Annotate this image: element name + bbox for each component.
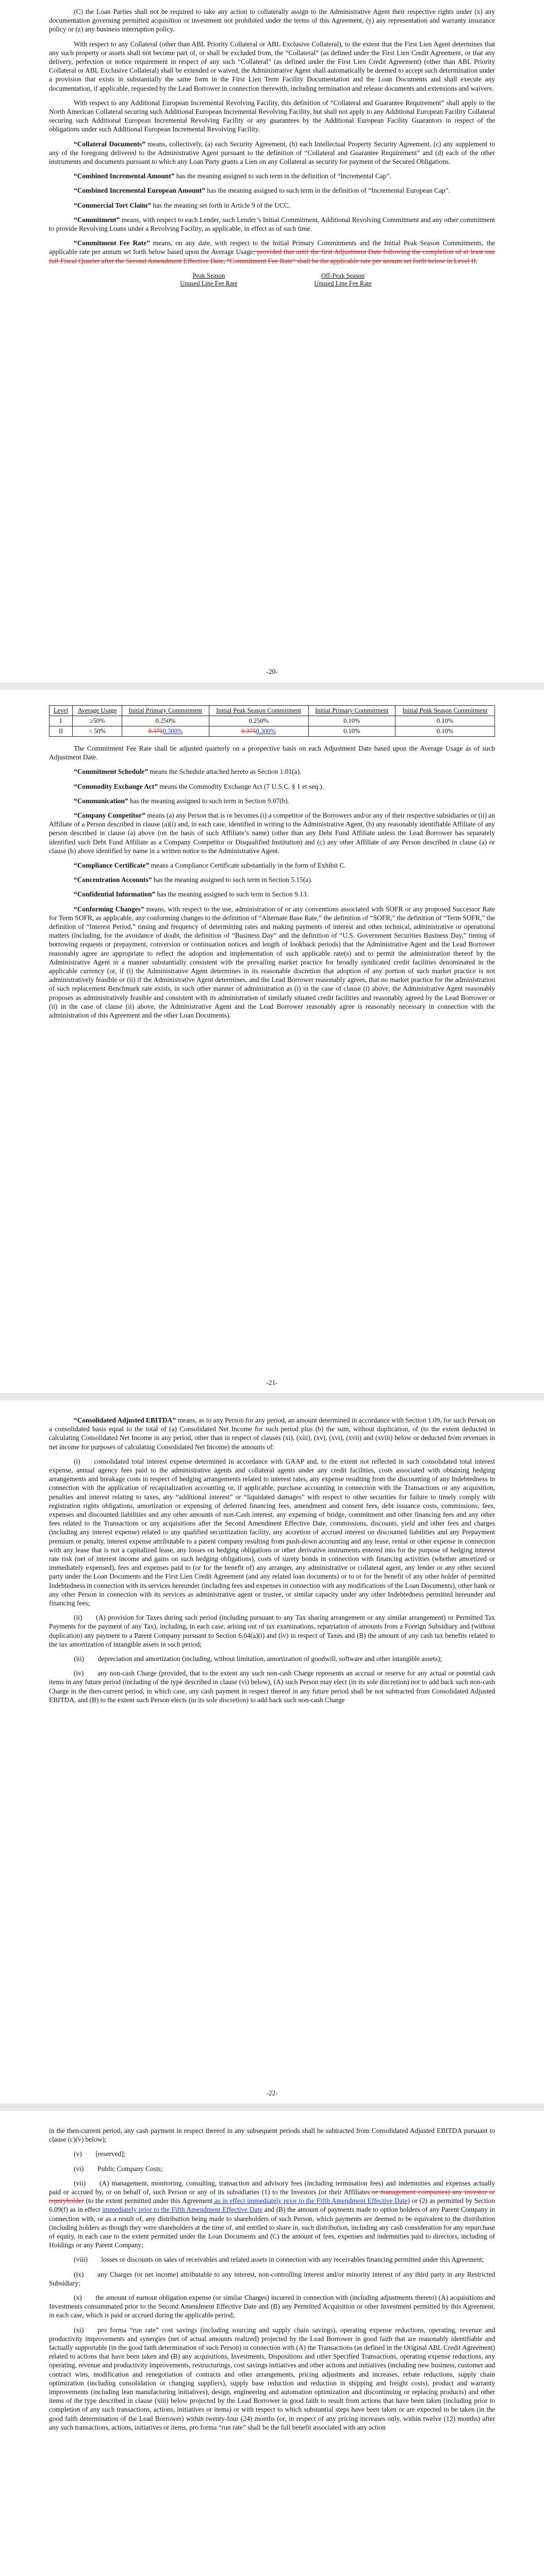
- defined-term: “Concentration Accounts”: [74, 876, 152, 884]
- paragraph: With respect to any Additional European Incremental Revolving Facility, this definition of “Collateral and Guarantee Requirement” shall apply to the North American Collateral securing such Additional European Incremental Revolving Facility, but shall not apply to any Additional European Facility Collateral securing such Additional European Incremental Revolving Facility or any guarantees by the Additional European Facility Guarantors in respect of the obligations under such Additional European Incremental Revolving Facility.: [49, 98, 495, 133]
- definition-commercial-tort-claim: [49, 201, 495, 210]
- defined-term: “Commercial Tort Claim”: [74, 201, 152, 209]
- list-item: (iv) any non-cash Charge (provided, that to the extent any such non-cash Charge represents an accrual or reserve for any actual or potential cash items in any future period (including of the type described in clause (vi) below), (A) such Person may elect (in its sole discretion) not to add back such non-cash Charge in the then-current period, in which case, any cash payment in respect thereof in any future period shall be not subtracted from Consolidated Adjusted EBITDA, and (B) to the extent such Person elects (in its sole discretion) to add back such non-cash Charge: [49, 1669, 495, 1704]
- page-gap: [0, 2104, 544, 2111]
- definition-text: means, with respect to the use, administration of or any conventions associated with SOFR or any proposed Successor Rate for Term SOFR, as applicable, any conforming changes to the definition of “Alternate Base Rate,” the definition of “SOFR,” the definition of “Term SOFR,” the definition of “Interest Period,” timing and frequency of determining rates and making payments of interest and other technical, administrative or operational matters (including, for the avoidance of doubt, the definition of “Business Day” and the definition of “U.S. Government Securities Business Day,” timing of borrowing requests or prepayment, conversion or continuation notices and length of lookback periods) that the Administrative Agent and the Lead Borrower reasonably agree are appropriate to reflect the adoption and implementation of such applicable rate(s) and to permit the administration thereof by the Administrative Agent in a manner substantially consistent with the prevailing market practice for broadly syndicated credit facilities denominated in the applicable currency (or, if (i) the Administrative Agent determines in its reasonable discretion that adoption of any portion of such market practice is not administratively feasible or (ii) if the Administrative Agent determines, and the Lead Borrower reasonably agrees, that no market practice for the administration of such replacement Benchmark rate exists, in such other manner of administration as (i) in the case of clause (i) above, the Administrative Agent reasonably proposes as administratively feasible and consistent with its administration of similarly situated credit facilities and reasonably agreed by the Lead Borrower or (ii) in the case of clause (ii) above, the Administrative Agent and the Lead Borrower reasonably agree is reasonably necessary in connection with the administration of this Agreement and the other Loan Documents).: [49, 905, 495, 1020]
- definition-text: means the Schedule attached hereto as Section 1.01(a).: [147, 768, 302, 776]
- table-cell: 0.10%: [308, 716, 395, 726]
- definition-text: :: [475, 257, 478, 265]
- page-gap: [0, 683, 544, 690]
- list-item-vii: (vii) (A) management, monitoring, consulting, transaction and advisory fees (including termination fees) and indemnities and expenses actually paid or accrued by, or on behalf of, such Person or any of its subsidiaries (1) to the Investors (or their Affiliates or management companies) any investor or equityholder (to the extent permitted under this Agreement as in effect immediately prior to the Fifth Amendment Effective Date) or (2) as permitted by Section 6.09(f) as in effect immediately prior to the Fifth Amendment Effective Date and (B) the amount of payments made to option holders of any Parent Company in connection with, or as a result of, any distribution being made to shareholders of such Person, which payments are deemed to be equivalent to the distribution (including holders as though they were shareholders at the time of, and entitled to share in, such distribution, including any cash consideration for any repurchase of equity, in each case to the extent permitted under the Loan Documents and (C) the amount of fees, expenses and indemnities paid to directors, including of Holdings or any Parent Company;: [49, 2179, 495, 2249]
- column-header: Average Usage: [72, 706, 122, 716]
- paragraph: (C) the Loan Parties shall not be required to take any action to collaterally assign to the Administrative Agent their respective rights under (x) any documentation governing permitted acquisition or investment not prohibited under the terms of this Agreement, (y) any representation and warranty insurance policy or (z) any business interruption policy.: [49, 8, 495, 33]
- page-number: -22-: [266, 2089, 278, 2097]
- fee-rate-header-table: [142, 271, 410, 289]
- table-cell: [122, 726, 209, 737]
- column-header: Initial Primary Commitment: [122, 706, 209, 716]
- table-cell: I: [50, 716, 73, 726]
- definition-confidential-information: [49, 890, 495, 899]
- column-header: Initial Peak Season Commitment: [209, 706, 308, 716]
- definition-text: means a Compliance Certificate substantially in the form of Exhibit C.: [149, 861, 346, 870]
- defined-term: “Combined Incremental Amount”: [74, 172, 175, 180]
- table-cell: 0.250%: [122, 716, 209, 726]
- list-item: (xi) pro forma “run rate” cost savings (including sourcing and supply chain savings), operating expense reductions, operating, revenue and productivity improvements and synergies (net of actual amounts realized) projected by the Lead Borrower in good faith that are reasonably identifiable and factually supportable (in the good faith determination of such Person) in connection with (A) the Transactions (as defined in the Original ABL Credit Agreement) related to actions that have been taken and (B) any acquisitions, Investments, Dispositions and other Specified Transactions, operating expense reductions, any operating, revenue and productivity improvements, restructurings, cost savings initiatives and other actions and initiatives (including new business, customer and contract wins, modification and renegotiation of contracts and other arrangements, pricing adjustments and increases, rebate reductions, supply chain optimization (including consolidation or changing suppliers), supply base reduction and reduction in shipping and freight costs), product and warranty improvements (including lean manufacturing initiatives), design, engineering and automation optimization and discontinuing or replacing products) and other items of the type described in clause (xiii) below projected by the Lead Borrower in good faith to result from actions that have been taken (including prior to completion of any such transactions, actions, initiatives or items) or with respect to which substantial steps have been taken or are expected to be taken (in the good faith determination of the Lead Borrower) within twenty-four (24) months (or, in respect of any pricing increases only, within twelve (12) months) after any such transactions, actions, initiatives or items, pro forma “run rate” shall be the full benefit associated with any action: [49, 2326, 495, 2431]
- definition-text: has the meaning set forth in Article 9 of the UCC.: [151, 201, 291, 209]
- page-20-content: [49, 7, 495, 289]
- defined-term: “Commitment”: [74, 215, 120, 224]
- defined-term: “Commodity Exchange Act”: [74, 782, 158, 790]
- definition-conforming-changes: [49, 905, 495, 1020]
- paragraph: in the then-current period, any cash payment in respect thereof in any subsequent periods shall be subtracted from Consolidated Adjusted EBITDA pursuant to clause (c)(v) below);: [49, 2127, 495, 2144]
- page-gap: [0, 1393, 544, 1400]
- inserted-text: 0.300%: [256, 727, 276, 735]
- column-header: Level: [50, 706, 73, 716]
- definition-collateral-documents: [49, 140, 495, 166]
- list-item: (vi) Public Company Costs;: [74, 2164, 163, 2173]
- definition-commitment: [49, 215, 495, 233]
- definition-combined-incremental-european-amount: [49, 186, 495, 195]
- definition-compliance-certificate: [49, 861, 495, 870]
- definition-text: has the meaning assigned to such term in the definition of “Incremental Cap”.: [174, 172, 391, 180]
- deleted-text: or management companies) any investor or equityholder: [49, 2188, 495, 2205]
- list-item: (viii) losses or discounts on sales of receivables and related assets in connection with any receivables financing permitted under this Agreement;: [74, 2256, 484, 2264]
- page-22-content: [49, 1416, 495, 1710]
- page-23-content: [49, 2126, 495, 2437]
- definition-company-competitor: [49, 811, 495, 855]
- list-item: (v) [reserved];: [74, 2150, 126, 2158]
- list-item: (ix) any Charges (or net income) attributable to any interest, non-controlling interest and/or minority interest of any third party in any Restricted Subsidiary;: [49, 2270, 495, 2287]
- defined-term: “Commitment Fee Rate”: [74, 239, 150, 247]
- definition-communication: [49, 796, 495, 805]
- column-header: Initial Peak Season Commitment: [395, 706, 495, 716]
- page-number: -20-: [266, 668, 278, 675]
- table-row: [50, 726, 495, 737]
- defined-term: “Company Competitor”: [74, 811, 145, 820]
- defined-term: “Confidential Information”: [74, 890, 156, 899]
- deleted-text: 0.375: [241, 727, 256, 735]
- definition-text: has the meaning assigned to such term in Section 9.13.: [155, 890, 308, 899]
- list-item: (ii) (A) provision for Taxes during such period (including pursuant to any Tax sharing arrangement or any similar arrangement) or Permitted Tax Payments for the payment of any Tax), including, in each case, arising out of tax examinations, repatriation of amounts from a Foreign Subsidiary and (without duplication) any payment to a Parent Company pursuant to Section 6.04(a)(i) and (iv) in respect of Taxes and (B) the amount of any cash tax benefits related to the tax amortization of intangible assets in such period;: [49, 1614, 495, 1648]
- table-cell: [209, 726, 308, 737]
- defined-term: “Combined Incremental European Amount”: [74, 187, 206, 195]
- definition-concentration-accounts: [49, 875, 495, 884]
- definition-text: has the meaning assigned to such term in Section 9.07(b).: [128, 796, 290, 805]
- deleted-text: 0.375: [148, 727, 163, 735]
- definition-text: means, on any date, with respect to the Initial Primary Commitments and the Initial Peak Season Commitments, the applicable rate per annum set forth below based upon the Average Usage: [49, 239, 496, 256]
- definition-commitment-schedule: [49, 767, 495, 776]
- definition-text: means, with respect to each Lender, such Lender’s Initial Commitment, Additional Revolving Commitment and any other commitment to provide Revolving Loans under a Revolving Facility, as applicable, in effect as of such time.: [49, 215, 495, 233]
- definition-text: has the meaning assigned to such term in Section 5.15(a).: [152, 876, 313, 884]
- paragraph: With respect to any Collateral (other than ABL Priority Collateral or ABL Exclusive Collateral), to the extent that the First Lien Agent determines that any such property or assets shall not become part of, or shall be excluded from, the “Collateral” (as defined under the First Lien Credit Agreement, or that any delivery, perfection or notice requirement in respect of any such “Collateral” (as defined under the First Lien Credit Agreement) (other than ABL Priority Collateral or ABL Exclusive Collateral) shall be extended or waived, the Administrative Agent shall automatically be deemed to accept such determination under a provision that exists in substantially the same form in the First Lien Term Facility Documentation and the Loan Documents and shall execute any documentation, if applicable, requested by the Lead Borrower in connection therewith, including termination and release documents and extensions and waivers.: [49, 40, 495, 92]
- table-cell: II: [50, 726, 73, 737]
- list-item: (i) consolidated total interest expense determined in accordance with GAAP and, to the extent not reflected in such consolidated total interest expense, annual agency fees paid to the administrative agents and collateral agents under any credit facilities, costs associated with obtaining hedging arrangements and breakage costs in respect of hedging arrangements related to interest rates, any expense resulting from the discounting of any Indebtedness in connection with the application of recapitalization accounting or, if applicable, purchase accounting in connection with the Transactions or any acquisition, penalties and interest relating to taxes, any “additional interest” or “liquidated damages” with respect to other securities for failure to timely comply with registration rights obligations, amortization or expensing of deferred financing fees, amendment and consent fees, debt issuance costs, commissions, fees, expenses and discounted liabilities and any other amounts of non-Cash interest, any expensing of bridge, commitment and other financing fees and any other fees related to the Transactions or any acquisitions after the Second Amendment Effective Date, commissions, discounts, yield and other fees and charges (including any interest expense) related to any qualified securitization facility, any accretion of accrued interest on discounted liabilities and any Prepayment premium or penalty, interest expense attributable to a parent company resulting from push-down accounting and any lease, rental or other expense in connection with any lease that is not a capitalized lease, any losses on hedging obligations or other derivative instruments entered into for the purpose of hedging interest rate risk (net of interest income and gains on such hedging obligations), costs of surety bonds in connection with financing activities (whether amortized or immediately expensed), fees and expenses paid to (or for the benefit of) any arranger, any administrative or collateral agent, any lender or any other secured party under the Loan Documents and the First Lien Credit Agreement (and any related loan documents) or to or for the benefit of any other holder of permitted Indebtedness in connection with its services hereunder (including fees and expenses in connection with any modifications of the Loan Documents), other bank or any other Person in connection with its services as administrative agent or trustee, or similar capacity under any other Indebtedness permitted hereunder and financing fees;: [49, 1457, 495, 1607]
- column-header: Initial Primary Commitment: [308, 706, 395, 716]
- off-peak-season-header: Off-Peak Season Unused Line Fee Rate: [314, 272, 372, 287]
- defined-term: “Compliance Certificate”: [74, 861, 150, 870]
- definition-combined-incremental-amount: [49, 172, 495, 180]
- paragraph: The Commitment Fee Rate shall be adjusted quarterly on a prospective basis on each Adjustment Date based upon the Average Usage as of such Adjustment Date.: [49, 744, 495, 761]
- definition-text: means (a) any Person that is or becomes (i) a competitor of the Borrowers and/or any of their respective subsidiaries or (ii) an Affiliate of a Person described in clause (a)(i) and, in each case, identified in writing to the Administrative Agent, (b) any reasonably identifiable Affiliate of any person described in clause (a) above (on the basis of such Affiliate’s name) (other than any Debt Fund Affiliate unless the Lead Borrower has separately identified such Debt Fund Affiliate as a Company Competitor or Disqualified Institution) and (c) any other Affiliate of any Person described in clause (a) or clause (b) above identified by name in a written notice to the Administrative Agent.: [49, 811, 495, 855]
- definition-commitment-fee-rate: [49, 239, 495, 265]
- defined-term: “Communication”: [74, 796, 128, 805]
- table-cell: 0.10%: [395, 726, 495, 737]
- definition-consolidated-adjusted-ebitda: [49, 1416, 495, 1451]
- defined-term: “Commitment Schedule”: [74, 768, 148, 776]
- peak-season-header: Peak Season Unused Line Fee Rate: [180, 272, 238, 287]
- table-cell: ≥50%: [72, 716, 122, 726]
- deleted-text: ; provided that until the first Adjustment Date following the completion of at least one full Fiscal Quarter after the Second Amendment Effective Date, “Commitment Fee Rate” shall be the applicable rate per annum set forth below in Level II: [49, 248, 495, 265]
- list-item: (x) the amount of earnout obligation expense (or similar Charges) incurred in connection with (including adjustments thereto) (A) acquisitions and Investments consummated prior to the Second Amendment Effective Date and (B) any Permitted Acquisition or other Investment permitted by this Agreement, in each case, which is paid or accrued during the applicable period;: [49, 2294, 495, 2319]
- table-cell: 0.10%: [308, 726, 395, 737]
- defined-term: “Collateral Documents”: [74, 140, 145, 148]
- table-cell: 0.10%: [395, 716, 495, 726]
- inserted-text: immediately prior to the Fifth Amendment Effective Date: [102, 2206, 262, 2214]
- definition-commodity-exchange-act: [49, 782, 495, 791]
- definition-text: means, as to any Person for any period, an amount determined in accordance with Section 1.09, for such Person on a consolidated basis equal to the total of (a) Consolidated Net Income for such period plus (b) the sum, without duplication, of (to the extent deducted in calculating Consolidated Net Income in any period, other than in respect of clauses (xi), (xiii), (xv), (xvi), (xvii) and (xviii) below or deducted from revenues in net income for purposes of calculating Consolidated Net Income) the amounts of:: [49, 1416, 496, 1451]
- page-21-content: [49, 705, 495, 1025]
- table-cell: 0.250%: [209, 716, 308, 726]
- defined-term: “Consolidated Adjusted EBITDA”: [74, 1416, 176, 1424]
- inserted-text: as in effect immediately prior to the Fifth Amendment Effective Date: [212, 2197, 408, 2205]
- page-number: -21-: [266, 1379, 278, 1386]
- inserted-text: 0.300%: [162, 727, 183, 735]
- defined-term: “Conforming Changes”: [74, 905, 144, 913]
- definition-text: means, collectively, (a) each Security Agreement, (b) each Intellectual Property Security Agreement, (c) any supplement to any of the foregoing delivered to the Administrative Agent pursuant to the definition of “Collateral and Guarantee Requirement” and (d) each of the other instruments and documents pursuant to which any Loan Party grants a Lien on any Collateral as security for payment of the Secured Obligations.: [49, 140, 495, 166]
- list-item: (iii) depreciation and amortization (including, without limitation, amortization of goodwill, software and other intangible assets);: [74, 1655, 442, 1663]
- table-cell: < 50%: [72, 726, 122, 737]
- table-row: [50, 716, 495, 726]
- definition-text: means the Commodity Exchange Act (7 U.S.C. § 1 et seq.).: [157, 782, 324, 790]
- definition-text: has the meaning assigned to such term in the definition of “Incremental European Cap”.: [205, 187, 450, 195]
- commitment-fee-table: [49, 705, 495, 737]
